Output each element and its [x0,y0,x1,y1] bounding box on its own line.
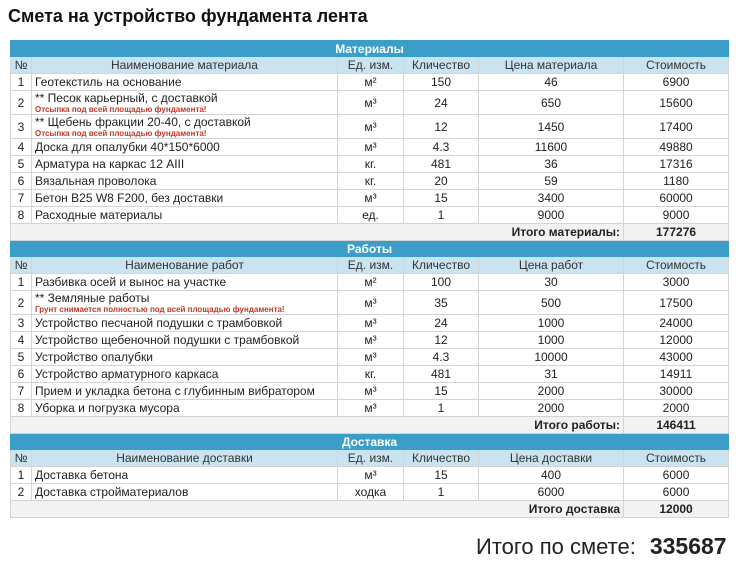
quantity-cell: 4.3 [404,349,479,366]
item-name-cell [32,484,338,501]
price-cell: 3400 [479,190,624,207]
row-number-cell: 2 [11,91,32,115]
page-title: Смета на устройство фундамента лента [8,6,368,26]
quantity-cell: 1 [404,400,479,417]
delivery-total-row [11,501,729,518]
table-row [11,91,729,115]
cost-cell: 49880 [624,139,729,156]
item-name-cell [32,349,338,366]
item-warning-note: Грунт снимается полностью под всей площадью фундамента! [35,305,285,314]
delivery-section-header [11,434,729,450]
price-cell: 2000 [479,400,624,417]
quantity-cell: 20 [404,173,479,190]
item-name-text: Уборка и погрузка мусора [35,401,180,415]
unit-cell: м³ [338,315,404,332]
column-header: № [11,257,32,274]
item-name-text: Устройство щебеночной подушки с трамбовкой [35,333,300,347]
item-name-cell [32,91,338,115]
quantity-cell: 481 [404,366,479,383]
unit-cell: м³ [338,349,404,366]
table-row [11,173,729,190]
price-cell: 31 [479,366,624,383]
price-cell: 1000 [479,315,624,332]
row-number-cell: 3 [11,115,32,139]
total-value: 177276 [624,224,729,241]
cost-cell: 6000 [624,467,729,484]
column-header: Стоимость [624,57,729,74]
table-row [11,349,729,366]
item-name-text: Арматура на каркас 12 AIII [35,157,185,171]
delivery-column-headers [11,450,729,467]
materials-column-headers [11,57,729,74]
cost-cell: 43000 [624,349,729,366]
price-cell: 10000 [479,349,624,366]
row-number-cell: 7 [11,383,32,400]
item-name-cell [32,139,338,156]
estimate-table-body [11,41,729,518]
row-number-cell: 2 [11,484,32,501]
unit-cell: м³ [338,139,404,156]
row-number-cell: 1 [11,74,32,91]
column-header: Цена работ [479,257,624,274]
table-row [11,315,729,332]
quantity-cell: 1 [404,207,479,224]
column-header: Стоимость [624,450,729,467]
price-cell: 46 [479,74,624,91]
item-name-text: Расходные материалы [35,208,163,222]
quantity-cell: 24 [404,315,479,332]
cost-cell: 24000 [624,315,729,332]
item-name-cell [32,467,338,484]
table-row [11,207,729,224]
table-row [11,115,729,139]
column-header: Кличество [404,57,479,74]
works-section-header [11,241,729,257]
works-total-row [11,417,729,434]
table-row [11,291,729,315]
price-cell: 2000 [479,383,624,400]
cost-cell: 60000 [624,190,729,207]
cost-cell: 2000 [624,400,729,417]
item-name-cell [32,207,338,224]
item-name-cell [32,156,338,173]
column-header: Наименование работ [32,257,338,274]
row-number-cell: 3 [11,315,32,332]
quantity-cell: 15 [404,190,479,207]
table-row [11,190,729,207]
unit-cell: м³ [338,291,404,315]
quantity-cell: 481 [404,156,479,173]
cost-cell: 17500 [624,291,729,315]
item-name-cell [32,190,338,207]
quantity-cell: 12 [404,115,479,139]
item-name-text: Вязальная проволока [35,174,157,188]
total-label: Итого доставка [11,501,624,518]
item-name-text: Доставка стройматериалов [35,485,189,499]
unit-cell: м² [338,274,404,291]
quantity-cell: 15 [404,467,479,484]
price-cell: 30 [479,274,624,291]
item-name-text: Доставка бетона [35,468,129,482]
price-cell: 36 [479,156,624,173]
table-row [11,156,729,173]
table-row [11,383,729,400]
quantity-cell: 100 [404,274,479,291]
price-cell: 11600 [479,139,624,156]
table-row [11,467,729,484]
unit-cell: м³ [338,91,404,115]
price-cell: 59 [479,173,624,190]
quantity-cell: 12 [404,332,479,349]
item-name-cell [32,274,338,291]
total-label: Итого работы: [11,417,624,434]
total-label: Итого материалы: [11,224,624,241]
row-number-cell: 4 [11,139,32,156]
row-number-cell: 8 [11,207,32,224]
row-number-cell: 6 [11,173,32,190]
column-header: Кличество [404,257,479,274]
grand-total [476,533,727,560]
quantity-cell: 35 [404,291,479,315]
table-row [11,74,729,91]
quantity-cell: 24 [404,91,479,115]
item-warning-note: Отсыпка под всей площадью фундамента! [35,105,207,114]
table-row [11,400,729,417]
quantity-cell: 4.3 [404,139,479,156]
column-header: № [11,57,32,74]
section-title: Работы [11,241,729,257]
unit-cell: м² [338,74,404,91]
item-name-text: Прием и укладка бетона с глубинным вибратором [35,384,315,398]
unit-cell: м³ [338,400,404,417]
row-number-cell: 5 [11,349,32,366]
item-name-cell [32,173,338,190]
item-name-text: Устройство опалубки [35,350,153,364]
price-cell: 400 [479,467,624,484]
unit-cell: м³ [338,383,404,400]
item-name-text: Доска для опалубки 40*150*6000 [35,140,220,154]
table-row [11,366,729,383]
item-name-cell [32,291,338,315]
table-row [11,274,729,291]
cost-cell: 6900 [624,74,729,91]
item-name-cell [32,115,338,139]
price-cell: 6000 [479,484,624,501]
column-header: № [11,450,32,467]
unit-cell: кг. [338,156,404,173]
column-header: Ед. изм. [338,57,404,74]
column-header: Ед. изм. [338,450,404,467]
total-value: 146411 [624,417,729,434]
row-number-cell: 5 [11,156,32,173]
unit-cell: кг. [338,366,404,383]
price-cell: 9000 [479,207,624,224]
row-number-cell: 6 [11,366,32,383]
unit-cell: м³ [338,190,404,207]
item-name-text: Устройство арматурного каркаса [35,367,219,381]
cost-cell: 30000 [624,383,729,400]
column-header: Ед. изм. [338,257,404,274]
item-name-cell [32,383,338,400]
row-number-cell: 1 [11,467,32,484]
price-cell: 500 [479,291,624,315]
unit-cell: м³ [338,467,404,484]
item-name-text: Разбивка осей и вынос на участке [35,275,227,289]
cost-cell: 15600 [624,91,729,115]
unit-cell: ед. [338,207,404,224]
price-cell: 1450 [479,115,624,139]
column-header: Цена материала [479,57,624,74]
section-title: Материалы [11,41,729,57]
item-name-cell [32,74,338,91]
column-header: Цена доставки [479,450,624,467]
item-name-text: ** Щебень фракции 20-40, с доставкой [35,115,251,129]
item-name-text: Геотекстиль на основание [35,75,182,89]
grand-total-label: Итого по смете: [476,534,636,559]
column-header: Наименование материала [32,57,338,74]
cost-cell: 1180 [624,173,729,190]
table-row [11,139,729,156]
cost-cell: 17400 [624,115,729,139]
row-number-cell: 2 [11,291,32,315]
row-number-cell: 7 [11,190,32,207]
unit-cell: м³ [338,115,404,139]
unit-cell: ходка [338,484,404,501]
row-number-cell: 1 [11,274,32,291]
column-header: Кличество [404,450,479,467]
item-name-text: ** Земляные работы [35,291,150,305]
total-value: 12000 [624,501,729,518]
materials-total-row [11,224,729,241]
cost-cell: 6000 [624,484,729,501]
row-number-cell: 8 [11,400,32,417]
item-name-cell [32,366,338,383]
works-column-headers [11,257,729,274]
quantity-cell: 15 [404,383,479,400]
price-cell: 650 [479,91,624,115]
row-number-cell: 4 [11,332,32,349]
item-name-text: ** Песок карьерный, с доставкой [35,91,218,105]
cost-cell: 9000 [624,207,729,224]
materials-section-header [11,41,729,57]
item-name-text: Устройство песчаной подушки с трамбовкой [35,316,283,330]
item-name-text: Бетон B25 W8 F200, без доставки [35,191,224,205]
quantity-cell: 150 [404,74,479,91]
item-name-cell [32,315,338,332]
unit-cell: м³ [338,332,404,349]
item-warning-note: Отсыпка под всей площадью фундамента! [35,129,207,138]
section-title: Доставка [11,434,729,450]
unit-cell: кг. [338,173,404,190]
cost-cell: 14911 [624,366,729,383]
price-cell: 1000 [479,332,624,349]
item-name-cell [32,332,338,349]
item-name-cell [32,400,338,417]
quantity-cell: 1 [404,484,479,501]
table-row [11,332,729,349]
estimate-table [10,40,729,518]
cost-cell: 17316 [624,156,729,173]
column-header: Наименование доставки [32,450,338,467]
cost-cell: 3000 [624,274,729,291]
cost-cell: 12000 [624,332,729,349]
grand-total-value: 335687 [649,533,727,559]
table-row [11,484,729,501]
column-header: Стоимость [624,257,729,274]
